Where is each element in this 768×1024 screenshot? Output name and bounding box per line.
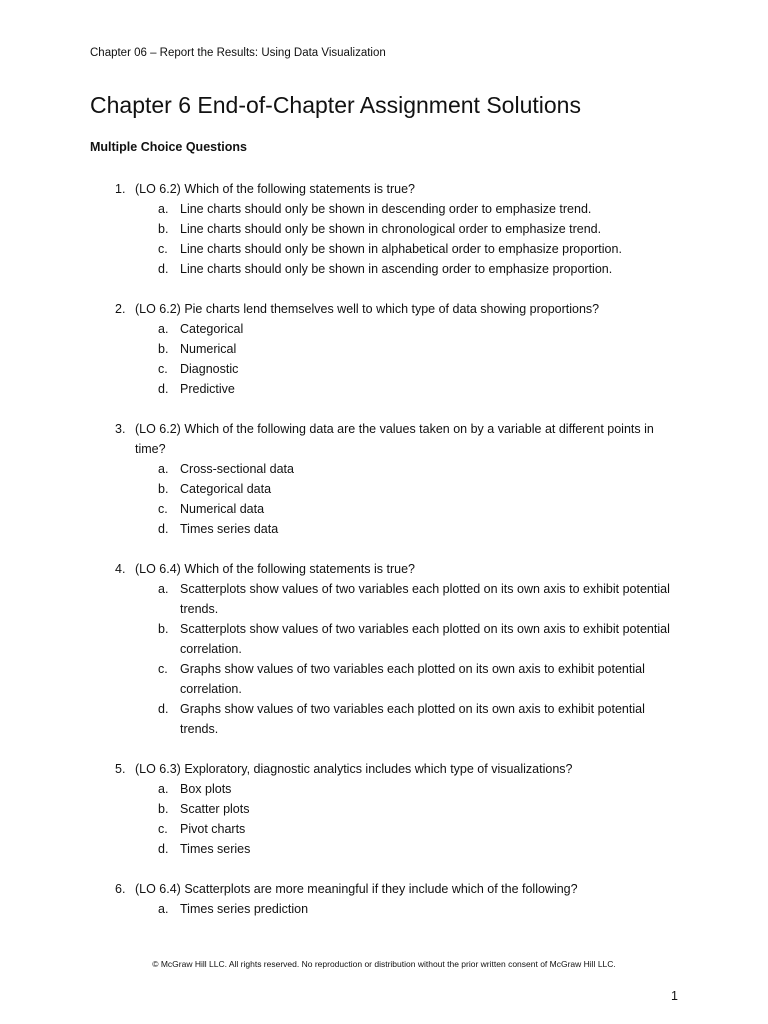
- question-line: [90, 759, 680, 779]
- answer-options: [90, 579, 680, 739]
- option-letter: c.: [158, 822, 168, 836]
- question-text: (LO 6.3) Exploratory, diagnostic analytics includes which type of visualizations?: [135, 762, 573, 776]
- option-text: Predictive: [180, 382, 235, 396]
- option-letter: a.: [158, 902, 169, 916]
- option-letter: a.: [158, 322, 169, 336]
- answer-option: [90, 499, 680, 519]
- option-letter: d.: [158, 702, 169, 716]
- option-letter: a.: [158, 462, 169, 476]
- option-letter: b.: [158, 622, 169, 636]
- section-heading: Multiple Choice Questions: [90, 140, 247, 154]
- answer-options: [90, 459, 680, 539]
- answer-option: [90, 839, 680, 859]
- answer-option: [90, 819, 680, 839]
- document-title: Chapter 6 End-of-Chapter Assignment Solutions: [90, 92, 581, 118]
- answer-option: [90, 699, 680, 739]
- answer-option: [90, 339, 680, 359]
- answer-options: [90, 199, 680, 279]
- running-header: Chapter 06 – Report the Results: Using Data Visualization: [90, 47, 386, 59]
- option-text: Categorical: [180, 322, 244, 336]
- question-list: [90, 179, 680, 939]
- option-letter: d.: [158, 262, 169, 276]
- question-line: [90, 299, 680, 319]
- option-text: Pivot charts: [180, 822, 246, 836]
- option-text: Line charts should only be shown in descending order to emphasize trend.: [180, 202, 592, 216]
- option-text: Times series data: [180, 522, 279, 536]
- answer-option: [90, 659, 680, 699]
- question-number: 4.: [115, 562, 126, 576]
- question-line: [90, 179, 680, 199]
- option-text: Times series prediction: [180, 902, 309, 916]
- answer-option: [90, 799, 680, 819]
- question-number: 6.: [115, 882, 126, 896]
- question-item: [90, 759, 680, 859]
- answer-option: [90, 359, 680, 379]
- answer-option: [90, 199, 680, 219]
- option-text: Diagnostic: [180, 362, 239, 376]
- answer-option: [90, 519, 680, 539]
- question-item: [90, 299, 680, 399]
- option-text: Times series: [180, 842, 251, 856]
- option-text: Numerical data: [180, 502, 265, 516]
- option-letter: a.: [158, 582, 169, 596]
- question-number-cell: [90, 179, 135, 199]
- answer-options: [90, 319, 680, 399]
- question-text: (LO 6.4) Scatterplots are more meaningful if they include which of the following?: [135, 882, 578, 896]
- answer-option: [90, 579, 680, 619]
- option-letter: a.: [158, 782, 169, 796]
- option-letter: d.: [158, 382, 169, 396]
- answer-option: [90, 239, 680, 259]
- answer-option: [90, 619, 680, 659]
- answer-options: [90, 899, 680, 919]
- option-letter: c.: [158, 502, 168, 516]
- answer-option: [90, 459, 680, 479]
- answer-option: [90, 319, 680, 339]
- option-letter: d.: [158, 522, 169, 536]
- option-letter: d.: [158, 842, 169, 856]
- option-text: Cross-sectional data: [180, 462, 294, 476]
- option-letter: c.: [158, 662, 168, 676]
- answer-option: [90, 479, 680, 499]
- option-letter: b.: [158, 802, 169, 816]
- question-number: 2.: [115, 302, 126, 316]
- option-text: Line charts should only be shown in ascending order to emphasize proportion.: [180, 262, 613, 276]
- option-text: Line charts should only be shown in chronological order to emphasize trend.: [180, 222, 602, 236]
- question-line: [90, 879, 680, 899]
- option-letter: b.: [158, 482, 169, 496]
- question-text: (LO 6.2) Which of the following data are the values taken on by a variable at different points in time?: [135, 422, 654, 456]
- question-text: (LO 6.2) Which of the following statements is true?: [135, 182, 415, 196]
- question-item: [90, 559, 680, 739]
- option-text: Box plots: [180, 782, 232, 796]
- question-number-cell: [90, 559, 135, 579]
- question-text: (LO 6.4) Which of the following statements is true?: [135, 562, 415, 576]
- option-letter: b.: [158, 342, 169, 356]
- answer-option: [90, 259, 680, 279]
- question-line: [90, 419, 680, 459]
- option-text: Line charts should only be shown in alphabetical order to emphasize proportion.: [180, 242, 622, 256]
- question-number-cell: [90, 419, 135, 459]
- question-item: [90, 179, 680, 279]
- question-number: 3.: [115, 422, 126, 436]
- question-number-cell: [90, 299, 135, 319]
- answer-options: [90, 779, 680, 859]
- question-item: [90, 419, 680, 539]
- option-text: Numerical: [180, 342, 237, 356]
- answer-option: [90, 219, 680, 239]
- answer-option: [90, 379, 680, 399]
- answer-option: [90, 779, 680, 799]
- question-line: [90, 559, 680, 579]
- option-text: Graphs show values of two variables each plotted on its own axis to exhibit potential trends.: [180, 702, 645, 736]
- question-text: (LO 6.2) Pie charts lend themselves well to which type of data showing proportions?: [135, 302, 600, 316]
- option-letter: c.: [158, 362, 168, 376]
- question-item: [90, 879, 680, 919]
- option-letter: b.: [158, 222, 169, 236]
- copyright-notice: © McGraw Hill LLC. All rights reserved. No reproduction or distribution without the prior written consent of McGraw Hill LLC.: [152, 959, 616, 969]
- question-number-cell: [90, 879, 135, 899]
- question-number: 5.: [115, 762, 126, 776]
- answer-option: [90, 899, 680, 919]
- option-letter: c.: [158, 242, 168, 256]
- option-letter: a.: [158, 202, 169, 216]
- option-text: Scatterplots show values of two variables each plotted on its own axis to exhibit potential trends.: [180, 582, 670, 616]
- page-number: 1: [671, 989, 678, 1003]
- option-text: Graphs show values of two variables each plotted on its own axis to exhibit potential correlation.: [180, 662, 645, 696]
- question-number-cell: [90, 759, 135, 779]
- question-number: 1.: [115, 182, 126, 196]
- option-text: Categorical data: [180, 482, 272, 496]
- option-text: Scatter plots: [180, 802, 250, 816]
- option-text: Scatterplots show values of two variables each plotted on its own axis to exhibit potential correlation.: [180, 622, 670, 656]
